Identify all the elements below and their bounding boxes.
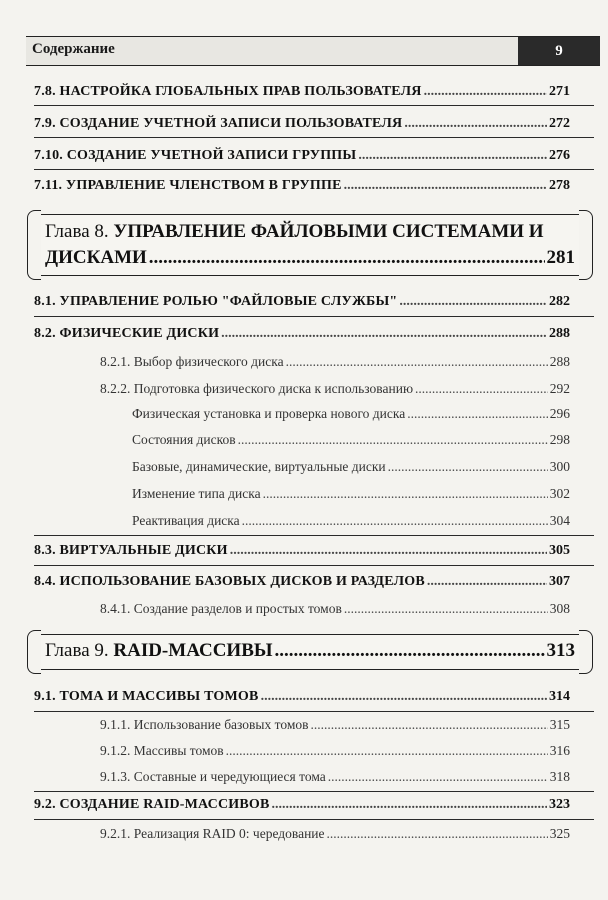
divider (34, 105, 594, 106)
chapter-label: Глава 8. (45, 221, 109, 242)
toc-subentry[interactable] (100, 601, 570, 617)
toc-entry[interactable] (34, 116, 570, 132)
chapter-page: 313 (546, 640, 575, 661)
toc-entry-label: 9.1.1. Использование базовых томов (100, 717, 309, 732)
toc-subsubentry[interactable] (132, 432, 570, 448)
toc-entry[interactable] (34, 543, 570, 559)
toc-entry-page: 325 (549, 826, 570, 841)
toc-entry-label: 8.2. ФИЗИЧЕСКИЕ ДИСКИ (34, 326, 220, 341)
toc-entry-label: 8.4. ИСПОЛЬЗОВАНИЕ БАЗОВЫХ ДИСКОВ И РАЗДЕЛОВ (34, 574, 425, 589)
toc-entry[interactable] (34, 326, 570, 342)
toc-entry-label: Состояния дисков (132, 432, 236, 447)
chapter-8-heading[interactable] (34, 214, 586, 276)
divider (34, 137, 594, 138)
toc-entry-page: 302 (549, 486, 570, 501)
toc-entry-label: 7.9. СОЗДАНИЕ УЧЕТНОЙ ЗАПИСИ ПОЛЬЗОВАТЕЛЯ (34, 116, 403, 131)
toc-entry-label: Изменение типа диска (132, 486, 261, 501)
toc-entry-page: 315 (549, 717, 570, 732)
toc-entry-page: 288 (549, 354, 570, 369)
toc-entry-page: 292 (549, 381, 570, 396)
toc-entry-page: 278 (549, 178, 570, 193)
toc-entry-page: 318 (549, 769, 570, 784)
running-header (26, 36, 600, 66)
toc-entry[interactable] (34, 797, 570, 813)
toc-entry[interactable] (34, 178, 570, 194)
toc-entry-label: Физическая установка и проверка нового диска (132, 406, 406, 421)
divider (34, 316, 594, 317)
toc-entry-label: 9.1.2. Массивы томов (100, 743, 224, 758)
toc-entry[interactable] (34, 84, 570, 100)
chapter-9-heading[interactable] (34, 634, 586, 670)
toc-entry-page: 307 (549, 574, 570, 589)
toc-entry[interactable] (34, 148, 570, 164)
toc-entry-page: 300 (549, 459, 570, 474)
chapter-title-cont: ДИСКАМИ (45, 247, 147, 268)
toc-subsubentry[interactable] (132, 406, 570, 422)
toc-entry-label: 9.2.1. Реализация RAID 0: чередование (100, 826, 325, 841)
toc-entry-label: 8.4.1. Создание разделов и простых томов (100, 601, 342, 616)
toc-subentry[interactable] (100, 717, 570, 733)
toc-entry-label: 9.1. ТОМА И МАССИВЫ ТОМОВ (34, 689, 259, 704)
toc-subentry[interactable] (100, 381, 570, 397)
toc-entry-page: 304 (549, 513, 570, 528)
toc-entry-label: 8.3. ВИРТУАЛЬНЫЕ ДИСКИ (34, 543, 228, 558)
toc-entry-label: Базовые, динамические, виртуальные диски (132, 459, 386, 474)
toc-subentry[interactable] (100, 826, 570, 842)
chapter-label: Глава 9. (45, 640, 109, 661)
toc-entry[interactable] (34, 294, 570, 310)
divider (34, 819, 594, 820)
toc-entry-label: 7.10. СОЗДАНИЕ УЧЕТНОЙ ЗАПИСИ ГРУППЫ (34, 148, 357, 163)
toc-entry-label: 7.8. НАСТРОЙКА ГЛОБАЛЬНЫХ ПРАВ ПОЛЬЗОВАТЕЛЯ (34, 84, 422, 99)
toc-entry-label: Реактивация диска (132, 513, 240, 528)
divider (34, 791, 594, 792)
divider (34, 565, 594, 566)
toc-entry-page: 288 (549, 326, 570, 341)
toc-entry-page: 271 (549, 84, 570, 99)
divider (34, 711, 594, 712)
section-title: Содержание (32, 41, 115, 57)
toc-entry-label: 9.1.3. Составные и чередующиеся тома (100, 769, 326, 784)
toc-entry-page: 282 (549, 294, 570, 309)
toc-entry-label: 8.2.2. Подготовка физического диска к использованию (100, 381, 414, 396)
page-number: 9 (518, 37, 600, 65)
toc-entry-page: 296 (549, 406, 570, 421)
toc-entry-page: 298 (549, 432, 570, 447)
toc-entry-page: 272 (549, 116, 570, 131)
toc-entry-label: 8.2.1. Выбор физического диска (100, 354, 284, 369)
toc-entry-page: 276 (549, 148, 570, 163)
toc-entry-label: 9.2. СОЗДАНИЕ RAID-МАССИВОВ (34, 797, 270, 812)
toc-entry[interactable] (34, 689, 570, 705)
chapter-title: RAID-МАССИВЫ (113, 640, 273, 661)
toc-subsubentry[interactable] (132, 459, 570, 475)
chapter-title: УПРАВЛЕНИЕ ФАЙЛОВЫМИ СИСТЕМАМИ И (113, 221, 544, 242)
divider (34, 535, 594, 536)
toc-entry-page: 323 (549, 797, 570, 812)
toc-entry-page: 305 (549, 543, 570, 558)
toc-entry-page: 314 (549, 689, 570, 704)
toc-entry-label: 7.11. УПРАВЛЕНИЕ ЧЛЕНСТВОМ В ГРУППЕ (34, 178, 342, 193)
toc-entry-page: 308 (549, 601, 570, 616)
toc-subsubentry[interactable] (132, 513, 570, 529)
toc-entry-label: 8.1. УПРАВЛЕНИЕ РОЛЬЮ "ФАЙЛОВЫЕ СЛУЖБЫ" (34, 294, 398, 309)
toc-subentry[interactable] (100, 743, 570, 759)
chapter-page: 281 (546, 247, 575, 268)
toc-subentry[interactable] (100, 354, 570, 370)
toc-entry[interactable] (34, 574, 570, 590)
divider (34, 169, 594, 170)
toc-entry-page: 316 (549, 743, 570, 758)
toc-subsubentry[interactable] (132, 486, 570, 502)
toc-subentry[interactable] (100, 769, 570, 785)
